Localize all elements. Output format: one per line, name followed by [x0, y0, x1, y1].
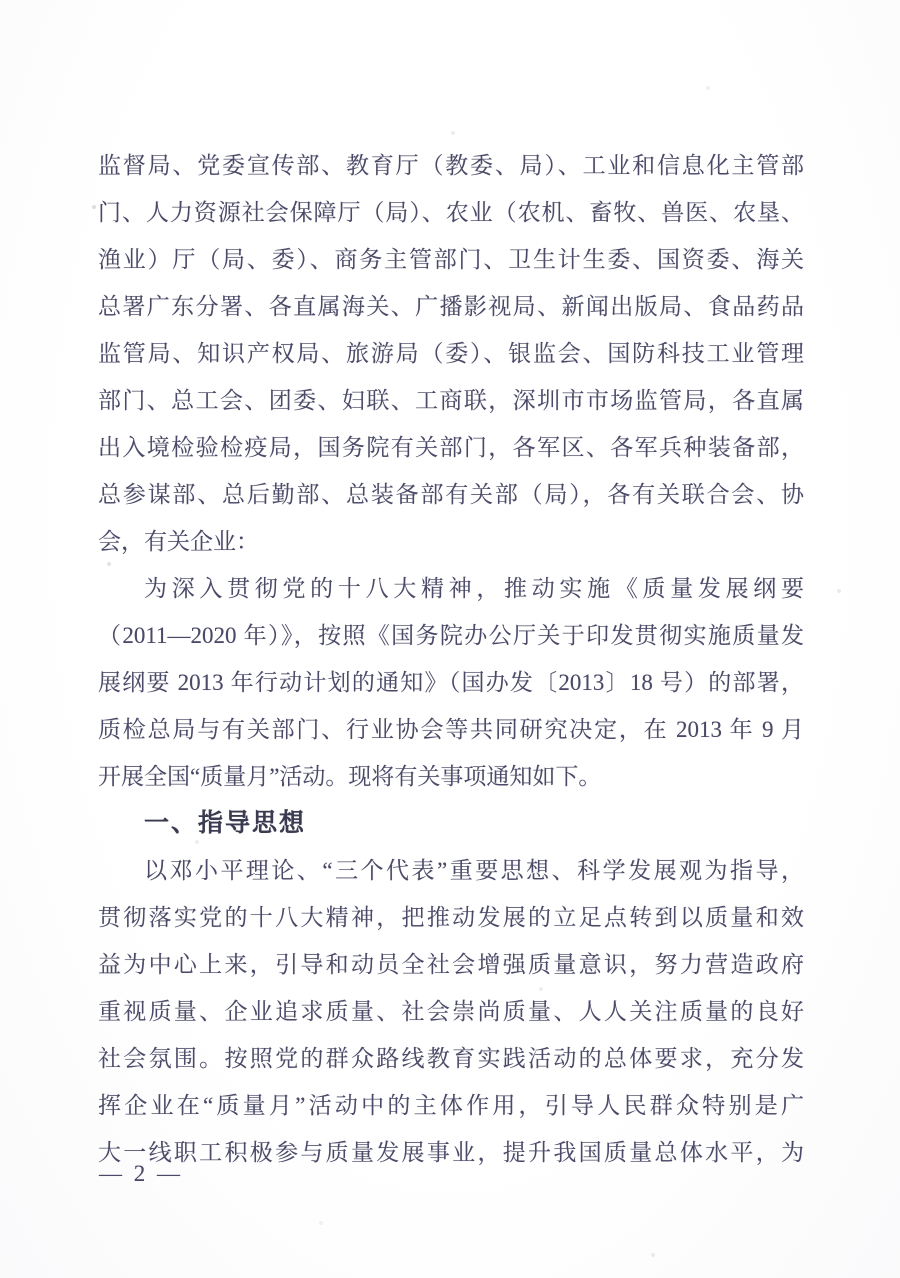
text-line: 监督局、党委宣传部、教育厅（教委、局）、工业和信息化主管部	[98, 153, 804, 178]
text-line: 挥企业在“质量月”活动中的主体作用，引导人民群众特别是广	[98, 1093, 804, 1118]
text-line: 开展全国“质量月”活动。现将有关事项通知如下。	[98, 764, 602, 789]
text-line: 总署广东分署、各直属海关、广播影视局、新闻出版局、食品药品	[98, 294, 804, 319]
text-line: 出入境检验检疫局，国务院有关部门，各军区、各军兵种装备部，	[98, 435, 804, 460]
text-line: 贯彻落实党的十八大精神，把推动发展的立足点转到以质量和效	[98, 905, 804, 930]
page-number: — 2 —	[99, 1161, 183, 1186]
text-line: 质检总局与有关部门、行业协会等共同研究决定，在 2013 年 9 月	[98, 717, 804, 742]
text-line: 监管局、知识产权局、旅游局（委）、银监会、国防科技工业管理	[98, 341, 804, 366]
text-line: 为深入贯彻党的十八大精神，推动实施《质量发展纲要	[144, 576, 804, 601]
text-line: 社会氛围。按照党的群众路线教育实践活动的总体要求，充分发	[98, 1046, 804, 1071]
text-line: 大一线职工积极参与质量发展事业，提升我国质量总体水平，为	[98, 1140, 804, 1165]
text-line: 渔业）厅（局、委）、商务主管部门、卫生计生委、国资委、海关	[98, 247, 804, 272]
section-heading: 一、指导思想	[144, 809, 307, 837]
text-line: 部门、总工会、团委、妇联、工商联，深圳市市场监管局，各直属	[98, 388, 804, 413]
document-body	[98, 142, 804, 1176]
text-line: 会，有关企业：	[98, 529, 259, 554]
text-line: （2011—2020 年）》，按照《国务院办公厅关于印发贯彻实施质量发	[98, 623, 804, 648]
text-line: 重视质量、企业追求质量、社会崇尚质量、人人关注质量的良好	[98, 999, 804, 1024]
text-line: 总参谋部、总后勤部、总装备部有关部（局），各有关联合会、协	[98, 482, 804, 507]
text-line: 以邓小平理论、“三个代表”重要思想、科学发展观为指导，	[144, 858, 804, 883]
scan-noise	[0, 0, 2, 2]
text-line: 门、人力资源社会保障厅（局）、农业（农机、畜牧、兽医、农垦、	[98, 200, 804, 225]
text-line: 展纲要 2013 年行动计划的通知》（国办发〔2013〕18 号）的部署，	[98, 670, 804, 695]
text-line: 益为中心上来，引导和动员全社会增强质量意识，努力营造政府	[98, 952, 804, 977]
